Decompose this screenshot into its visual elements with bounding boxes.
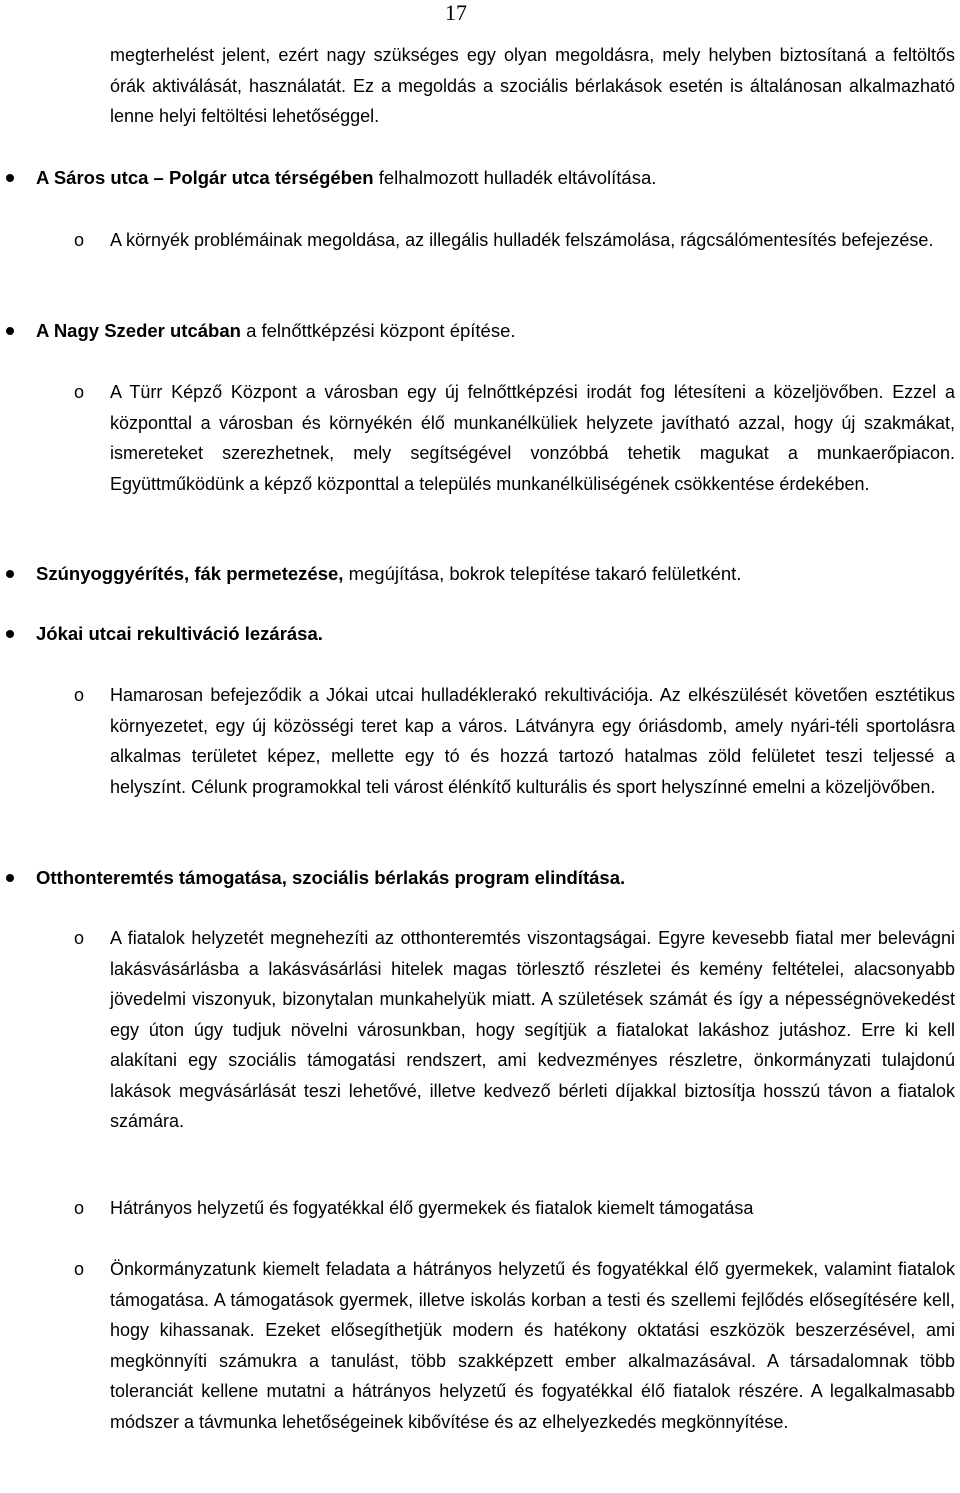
sub-item-text: Hátrányos helyzetű és fogyatékkal élő gyermekek és fiatalok kiemelt támogatása <box>110 1198 754 1218</box>
bullet-text <box>36 163 656 193</box>
bullet-dot-icon <box>6 630 14 638</box>
bullet-dot-icon <box>6 174 14 182</box>
sub-item-text: Önkormányzatunk kiemelt feladata a hátrányos helyzetű és fogyatékkal élő gyermekek, valamint fiatalok támogatása. A támogatások gyermek, illetve iskolás korban a testi és szellemi fejlődés elősegítésére kell, hogy kihassanak. Ezeket elősegíthetjük modern és hatékony oktatási eszközök beszerzésével, ami megkönnyíti számukra a tanulást, több szakképzett ember alkalmazásával. A társadalomnak több toleranciát kellene mutatni a hátrányos helyzetű és fogyatékkal élő fiatalok részére. A legalkalmasabb módszer a távmunka lehetőségeinek kibővítése és az elhelyezkedés megkönnyítése. <box>110 1259 955 1432</box>
sub-bullet-marker: o <box>74 382 85 402</box>
sub-bullet-marker: o <box>74 230 85 250</box>
sub-bullet-marker: o <box>74 1198 85 1218</box>
bullet-bold: Szúnyoggyérítés, fák permetezése, <box>36 563 344 584</box>
bullet-text <box>36 316 516 346</box>
bullet-rest: megújítása, bokrok telepítése takaró felületként. <box>343 563 742 584</box>
bullet-text <box>36 619 323 649</box>
bullet-bold: Jókai utcai rekultiváció lezárása. <box>36 623 323 644</box>
bullet-rest: felhalmozott hulladék eltávolítása. <box>373 167 657 188</box>
bullet-text <box>36 863 625 893</box>
bullet-bold: A Sáros utca – Polgár utca térségében <box>36 167 374 188</box>
bullet-bold: A Nagy Szeder utcában <box>36 320 241 341</box>
sub-bullet-marker: o <box>74 1259 85 1279</box>
bullet-text <box>36 559 741 589</box>
sub-bullet-marker: o <box>74 928 85 948</box>
bullet-dot-icon <box>6 570 14 578</box>
bullet-dot-icon <box>6 874 14 882</box>
intro-paragraph: megterhelést jelent, ezért nagy szükséges egy olyan megoldásra, mely helyben biztosítaná a feltöltős órák aktiválását, használatát. Ez a megoldás a szociális bérlakások esetén is általánosan alkalmazható lenne helyi feltöltési lehetőséggel. <box>110 45 955 126</box>
page-number: 17 <box>445 0 467 25</box>
sub-item-text: A környék problémáinak megoldása, az illegális hulladék felszámolása, rágcsálómentesítés befejezése. <box>110 230 934 250</box>
sub-item-text: Hamarosan befejeződik a Jókai utcai hulladéklerakó rekultivációja. Az elkészülését követően esztétikus környezetet, egy új közösségi teret kap a város. Látványra egy óriásdomb, amely nyári-téli sportolásra alkalmas területet képez, mellette egy tó és hozzá tartozó hatalmas zöld felületet teszi teljessé a helyszínt. Célunk programokkal teli várost élénkítő kulturális és sport helyszínné emelni a közeljövőben. <box>110 685 955 797</box>
bullet-rest: a felnőttképzési központ építése. <box>240 320 516 341</box>
bullet-dot-icon <box>6 327 14 335</box>
sub-bullet-marker: o <box>74 685 85 705</box>
sub-item-text: A fiatalok helyzetét megnehezíti az otthonteremtés viszontagságai. Egyre kevesebb fiatal mer belevágni lakásvásárlásba a lakásvásárlási hitelek magas törlesztő részletei és kemény feltételei, alacsonyabb jövedelmi viszonyuk, bizonytalan munkahelyük miatt. A születések számát és így a népességnövekedést egy úton úgy tudjuk növelni városunkban, hogy segítjük a fiatalokat lakáshoz jutáshoz. Erre ki kell alakítani egy szociális támogatási rendszert, ami kedvezményes részletre, önkormányzati tulajdonú lakások megvásárlását teszi lehetővé, illetve kedvező bérleti díjakkal biztosítja hosszú távon a fiatalok számára. <box>110 928 955 1131</box>
sub-item-text: A Türr Képző Központ a városban egy új felnőttképzési irodát fog létesíteni a közeljövőben. Ezzel a központtal a városban és környékén élő munkanélküliek helyzete javítható azzal, hogy új szakmákat, ismereteket szerezhetnek, mely segítségével vonzóbbá tehetik magukat a munkaerőpiacon. Együttműködünk a képző központtal a település munkanélküliségének csökkentése érdekében. <box>110 382 955 494</box>
bullet-bold: Otthonteremtés támogatása, szociális bérlakás program elindítása. <box>36 867 626 888</box>
